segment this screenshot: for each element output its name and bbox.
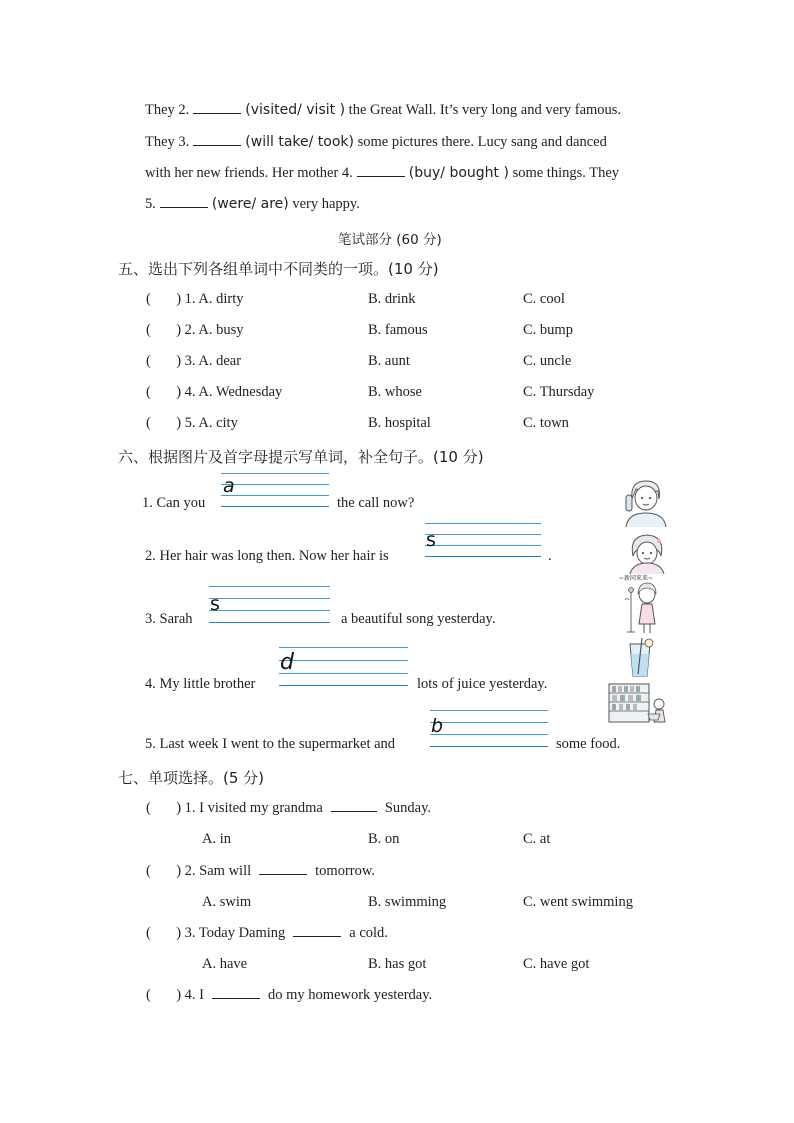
option-b: B. famous <box>368 322 428 338</box>
hint-letter-d: d <box>280 650 294 675</box>
passage-line-2-post: some pictures there. Lucy sang and danced <box>357 134 607 150</box>
passage-line-1-pre: They 2. <box>145 102 190 118</box>
answer-paren[interactable]: ( <box>146 987 177 1003</box>
fill-item-3-pre: 3. Sarah <box>145 611 193 627</box>
girl-short-hair-image <box>627 532 667 574</box>
option-c: C. town <box>523 415 569 431</box>
option-b: B. has got <box>368 956 427 972</box>
section-7-title: 七、单项选择。(5 分) <box>118 769 265 787</box>
option-b: B. drink <box>368 291 416 307</box>
option-c: C. uncle <box>523 353 572 369</box>
answer-paren[interactable]: ( <box>146 384 177 400</box>
question-2-end: tomorrow. <box>315 863 376 879</box>
option-a: A. swim <box>202 894 252 910</box>
four-line-grid-3[interactable] <box>209 586 330 622</box>
question-4 <box>146 987 432 1004</box>
passage-line-4-post: very happy. <box>292 196 360 212</box>
fill-item-4-pre: 4. My little brother <box>145 676 256 692</box>
passage-line-4-options: (were/ are) <box>211 196 289 212</box>
question-4-text: ) 4. I <box>176 987 205 1003</box>
answer-paren[interactable]: ( <box>146 925 177 941</box>
song-caption: ~新同来来~ <box>619 575 654 582</box>
option-a: ) 1. A. dirty <box>176 291 244 307</box>
written-part-header: 笔试部分 (60 分) <box>338 232 442 248</box>
question-2-text: ) 2. Sam will <box>176 863 252 879</box>
option-a: A. have <box>202 956 248 972</box>
option-c: C. bump <box>523 322 573 338</box>
four-line-grid-5[interactable] <box>430 710 548 746</box>
option-c: C. went swimming <box>523 894 633 910</box>
list-item <box>146 415 238 432</box>
option-b: B. swimming <box>368 894 447 910</box>
passage-line-1-options: (visited/ visit ) <box>245 102 346 118</box>
answer-blank[interactable] <box>293 935 341 937</box>
hint-letter-b: b <box>431 715 444 737</box>
fill-item-5-post: some food. <box>556 736 621 752</box>
answer-blank[interactable] <box>331 810 377 812</box>
fill-item-4-post: lots of juice yesterday. <box>417 676 548 692</box>
option-c: C. cool <box>523 291 565 307</box>
four-line-grid-1[interactable] <box>221 473 329 507</box>
supermarket-shelf-image <box>608 682 668 724</box>
fill-item-2-post: . <box>548 548 552 564</box>
option-c: C. at <box>523 831 551 847</box>
list-item <box>146 384 282 401</box>
answer-paren[interactable]: ( <box>146 800 177 816</box>
option-b: B. hospital <box>368 415 431 431</box>
question-2 <box>146 863 375 880</box>
answer-blank-3[interactable] <box>193 144 241 146</box>
fill-item-1-post: the call now? <box>337 495 415 511</box>
option-a: ) 4. A. Wednesday <box>176 384 283 400</box>
answer-blank-5[interactable] <box>160 206 208 208</box>
answer-paren[interactable]: ( <box>146 863 177 879</box>
option-b: B. aunt <box>368 353 410 369</box>
list-item <box>146 291 243 308</box>
fill-item-5-pre: 5. Last week I went to the supermarket and <box>145 736 396 752</box>
four-line-grid-4[interactable] <box>279 647 408 685</box>
passage-line-1 <box>145 102 621 119</box>
hint-letter-a: a <box>223 475 235 497</box>
question-4-end: do my homework yesterday. <box>268 987 433 1003</box>
passage-line-3 <box>145 165 619 182</box>
answer-blank[interactable] <box>212 997 260 999</box>
fill-item-3-post: a beautiful song yesterday. <box>341 611 496 627</box>
list-item <box>146 322 244 339</box>
question-1-text: ) 1. I visited my grandma <box>176 800 323 816</box>
option-a: A. in <box>202 831 231 847</box>
four-line-grid-2[interactable] <box>425 523 541 557</box>
hint-letter-s: s <box>210 593 220 615</box>
passage-line-4-pre: 5. <box>145 196 156 212</box>
fill-item-1-pre: 1. Can you <box>142 495 206 511</box>
question-3-end: a cold. <box>349 925 388 941</box>
hint-letter-s: s <box>426 529 436 551</box>
option-a: ) 2. A. busy <box>176 322 244 338</box>
passage-line-4 <box>145 196 360 213</box>
answer-blank[interactable] <box>259 873 307 875</box>
passage-line-1-post: the Great Wall. It’s very long and very famous. <box>348 102 622 118</box>
answer-paren[interactable]: ( <box>146 353 177 369</box>
passage-line-2-options: (will take/ took) <box>245 134 354 150</box>
option-a: ) 5. A. city <box>176 415 238 431</box>
passage-line-3-options: (buy/ bought ) <box>408 165 509 181</box>
passage-line-2-pre: They 3. <box>145 134 190 150</box>
option-a: ) 3. A. dear <box>176 353 242 369</box>
question-1 <box>146 800 431 817</box>
answer-paren[interactable]: ( <box>146 291 177 307</box>
answer-paren[interactable]: ( <box>146 415 177 431</box>
answer-blank-4[interactable] <box>357 175 405 177</box>
section-6-title: 六、根据图片及首字母提示写单词，补全句子。(10 分) <box>118 448 484 466</box>
passage-line-2 <box>145 134 607 151</box>
answer-blank-2[interactable] <box>193 112 241 114</box>
juice-glass-image <box>624 636 656 680</box>
question-3 <box>146 925 388 942</box>
section-5-title: 五、选出下列各组单词中不同类的一项。(10 分) <box>118 260 439 278</box>
list-item <box>146 353 241 370</box>
passage-line-3-pre: with her new friends. Her mother 4. <box>145 165 353 181</box>
option-b: B. on <box>368 831 400 847</box>
answer-paren[interactable]: ( <box>146 322 177 338</box>
phone-call-image <box>622 477 668 527</box>
fill-item-2-pre: 2. Her hair was long then. Now her hair is <box>145 548 389 564</box>
girl-singing-image <box>623 580 663 634</box>
question-1-end: Sunday. <box>384 800 431 816</box>
option-c: C. have got <box>523 956 590 972</box>
option-b: B. whose <box>368 384 422 400</box>
question-3-text: ) 3. Today Daming <box>176 925 286 941</box>
passage-line-3-post: some things. They <box>512 165 620 181</box>
option-c: C. Thursday <box>523 384 595 400</box>
